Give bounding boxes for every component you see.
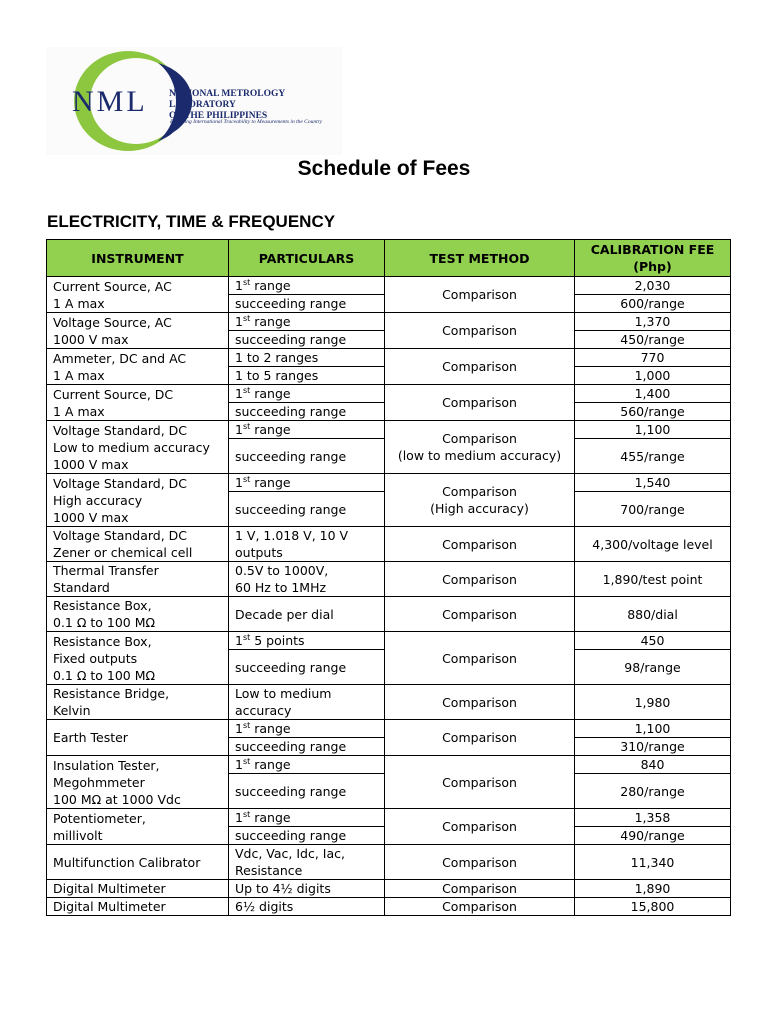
test-method-cell: Comparison (385, 720, 575, 756)
particulars-line: 60 Hz to 1MHz (235, 580, 327, 595)
instrument-line: Fixed outputs (53, 650, 138, 666)
test-method-cell (385, 474, 575, 527)
instrument-cell (47, 562, 229, 597)
instrument-cell (47, 685, 229, 720)
fee-cell: 600/range (575, 295, 731, 313)
particulars-cell: succeeding range (229, 403, 385, 421)
instrument-cell (47, 597, 229, 632)
fee-cell: 1,358 (575, 809, 731, 827)
instrument-line: millivolt (53, 827, 103, 843)
particulars-text: range (250, 278, 291, 293)
ordinal-suffix: st (242, 277, 251, 287)
test-method-cell: Comparison (385, 880, 575, 898)
fee-cell: 11,340 (575, 845, 731, 880)
ordinal-number: 1 (235, 386, 243, 401)
logo-organization-name (169, 89, 342, 122)
logo-tagline: Providing International Traceability to Measurements in the Country (170, 119, 323, 125)
table-row (47, 421, 731, 439)
test-method-cell: Comparison (385, 632, 575, 685)
fee-cell: 560/range (575, 403, 731, 421)
instrument-line: Voltage Standard, DC (53, 422, 188, 438)
instrument-line: 1 A max (53, 403, 105, 419)
particulars-text: range (250, 810, 291, 825)
ordinal-number: 1 (235, 757, 243, 772)
fee-header-line1: CALIBRATION FEE (590, 242, 715, 257)
test-method-line: (High accuracy) (430, 501, 529, 516)
col-header-test-method: TEST METHOD (385, 240, 575, 277)
instrument-cell (47, 313, 229, 349)
fee-header-line2: (Php) (633, 259, 672, 274)
particulars-cell (229, 720, 385, 738)
table-row (47, 527, 731, 562)
fee-cell: 2,030 (575, 277, 731, 295)
table-row (47, 277, 731, 295)
fee-cell: 455/range (575, 439, 731, 474)
ordinal-suffix: st (242, 313, 251, 323)
ordinal-suffix: st (242, 474, 251, 484)
particulars-cell: succeeding range (229, 827, 385, 845)
instrument-line: Voltage Standard, DC (53, 475, 188, 491)
table-row (47, 898, 731, 916)
particulars-cell (229, 313, 385, 331)
particulars-text: range (250, 757, 291, 772)
particulars-cell: 1 to 5 ranges (229, 367, 385, 385)
particulars-cell: succeeding range (229, 492, 385, 527)
particulars-cell (229, 385, 385, 403)
fee-cell: 310/range (575, 738, 731, 756)
test-method-cell: Comparison (385, 685, 575, 720)
fee-cell: 1,000 (575, 367, 731, 385)
particulars-line: Resistance (235, 863, 303, 878)
ordinal-number: 1 (235, 810, 243, 825)
particulars-cell (229, 421, 385, 439)
instrument-cell (47, 809, 229, 845)
ordinal-suffix: st (242, 421, 251, 431)
particulars-text: range (250, 721, 291, 736)
instrument-line: Kelvin (53, 703, 91, 718)
particulars-cell (229, 562, 385, 597)
table-row (47, 809, 731, 827)
particulars-line: outputs (235, 545, 283, 560)
instrument-cell (47, 277, 229, 313)
table-row (47, 685, 731, 720)
fee-table (46, 239, 731, 916)
particulars-cell (229, 527, 385, 562)
fee-cell: 15,800 (575, 898, 731, 916)
test-method-line: Comparison (442, 484, 517, 499)
instrument-cell: Digital Multimeter (47, 880, 229, 898)
col-header-calibration-fee (575, 240, 731, 277)
instrument-line: Low to medium accuracy (53, 439, 210, 455)
col-header-instrument: INSTRUMENT (47, 240, 229, 277)
particulars-cell (229, 809, 385, 827)
table-row (47, 562, 731, 597)
particulars-line: 0.5V to 1000V, (235, 563, 329, 578)
instrument-line: 1 A max (53, 295, 105, 311)
instrument-line: Standard (53, 580, 110, 595)
instrument-line: 100 MΩ at 1000 Vdc (53, 791, 181, 807)
instrument-line: Resistance Box, (53, 633, 152, 649)
instrument-cell: Digital Multimeter (47, 898, 229, 916)
particulars-cell (229, 474, 385, 492)
particulars-line: Low to medium (235, 686, 332, 701)
ordinal-number: 1 (235, 314, 243, 329)
test-method-cell: Comparison (385, 809, 575, 845)
particulars-cell: succeeding range (229, 774, 385, 809)
instrument-line: Megohmmeter (53, 774, 145, 790)
fee-cell: 98/range (575, 650, 731, 685)
fee-cell: 1,540 (575, 474, 731, 492)
instrument-cell (47, 474, 229, 527)
instrument-cell (47, 349, 229, 385)
instrument-line: Resistance Box, (53, 598, 152, 613)
ordinal-suffix: st (242, 809, 251, 819)
test-method-cell: Comparison (385, 756, 575, 809)
fee-cell: 1,100 (575, 720, 731, 738)
particulars-line: Vdc, Vac, Idc, Iac, (235, 846, 345, 861)
instrument-line: Ammeter, DC and AC (53, 350, 187, 366)
particulars-text: range (250, 475, 291, 490)
test-method-cell: Comparison (385, 277, 575, 313)
col-header-particulars: PARTICULARS (229, 240, 385, 277)
particulars-cell: succeeding range (229, 650, 385, 685)
particulars-cell (229, 756, 385, 774)
ordinal-number: 1 (235, 475, 243, 490)
particulars-text: range (250, 386, 291, 401)
test-method-cell: Comparison (385, 562, 575, 597)
instrument-cell (47, 527, 229, 562)
instrument-line: 1000 V max (53, 456, 129, 472)
instrument-line: Voltage Source, AC (53, 314, 172, 330)
logo-name-line1: NATIONAL METROLOGY LABORATORY (169, 89, 285, 110)
fee-cell: 490/range (575, 827, 731, 845)
test-method-cell (385, 421, 575, 474)
fee-cell: 1,100 (575, 421, 731, 439)
ordinal-number: 1 (235, 721, 243, 736)
table-row (47, 385, 731, 403)
ordinal-number: 1 (235, 422, 243, 437)
table-row (47, 720, 731, 738)
fee-cell: 450 (575, 632, 731, 650)
particulars-cell: Decade per dial (229, 597, 385, 632)
instrument-line: 0.1 Ω to 100 MΩ (53, 615, 156, 630)
fee-cell: 840 (575, 756, 731, 774)
particulars-cell (229, 685, 385, 720)
fee-cell: 280/range (575, 774, 731, 809)
logo-name-line2: OF THE PHILIPPINES (169, 111, 268, 121)
fee-cell: 1,890/test point (575, 562, 731, 597)
fee-cell: 1,980 (575, 685, 731, 720)
particulars-cell: 6½ digits (229, 898, 385, 916)
fee-cell: 1,400 (575, 385, 731, 403)
ordinal-number: 1 (235, 278, 243, 293)
particulars-cell: succeeding range (229, 331, 385, 349)
section-heading: ELECTRICITY, TIME & FREQUENCY (47, 212, 336, 231)
nml-logo (46, 47, 342, 155)
fee-cell: 700/range (575, 492, 731, 527)
instrument-line: 1000 V max (53, 509, 129, 525)
instrument-line: Thermal Transfer (53, 563, 159, 578)
particulars-text: 5 points (250, 633, 305, 648)
test-method-line: (low to medium accuracy) (397, 448, 562, 463)
instrument-line: Zener or chemical cell (53, 545, 193, 560)
instrument-cell (47, 421, 229, 474)
instrument-line: Resistance Bridge, (53, 686, 170, 701)
ordinal-suffix: st (242, 756, 251, 766)
ordinal-suffix: st (242, 720, 251, 730)
particulars-text: range (250, 314, 291, 329)
instrument-line: 1 A max (53, 367, 105, 383)
fee-cell: 880/dial (575, 597, 731, 632)
table-row (47, 880, 731, 898)
particulars-text: range (250, 422, 291, 437)
fee-cell: 1,890 (575, 880, 731, 898)
instrument-line: High accuracy (53, 492, 143, 508)
particulars-line: 1 V, 1.018 V, 10 V (235, 528, 349, 543)
test-method-cell: Comparison (385, 385, 575, 421)
test-method-line: Comparison (442, 431, 517, 446)
test-method-cell: Comparison (385, 313, 575, 349)
table-row (47, 632, 731, 650)
instrument-cell: Multifunction Calibrator (47, 845, 229, 880)
instrument-cell (47, 632, 229, 685)
test-method-cell: Comparison (385, 527, 575, 562)
instrument-cell: Earth Tester (47, 720, 229, 756)
instrument-cell (47, 385, 229, 421)
ordinal-suffix: st (242, 632, 251, 642)
particulars-cell: Up to 4½ digits (229, 880, 385, 898)
test-method-cell: Comparison (385, 845, 575, 880)
particulars-cell (229, 845, 385, 880)
particulars-cell: succeeding range (229, 295, 385, 313)
particulars-cell: succeeding range (229, 439, 385, 474)
table-row (47, 313, 731, 331)
test-method-cell: Comparison (385, 349, 575, 385)
test-method-cell: Comparison (385, 597, 575, 632)
particulars-cell (229, 632, 385, 650)
instrument-line: 0.1 Ω to 100 MΩ (53, 667, 156, 683)
page-title: Schedule of Fees (297, 157, 471, 180)
instrument-cell (47, 756, 229, 809)
fee-cell: 450/range (575, 331, 731, 349)
instrument-line: 1000 V max (53, 331, 129, 347)
particulars-cell: succeeding range (229, 738, 385, 756)
logo-letters: NML (72, 85, 148, 118)
table-header-row (47, 240, 731, 277)
ordinal-number: 1 (235, 633, 243, 648)
test-method-cell: Comparison (385, 898, 575, 916)
fee-cell: 4,300/voltage level (575, 527, 731, 562)
instrument-line: Potentiometer, (53, 810, 146, 826)
fee-cell: 770 (575, 349, 731, 367)
instrument-line: Current Source, AC (53, 278, 172, 294)
table-row (47, 845, 731, 880)
ordinal-suffix: st (242, 385, 251, 395)
particulars-line: accuracy (235, 703, 292, 718)
instrument-line: Insulation Tester, (53, 757, 160, 773)
table-row (47, 597, 731, 632)
fee-cell: 1,370 (575, 313, 731, 331)
table-row (47, 756, 731, 774)
instrument-line: Voltage Standard, DC (53, 528, 188, 543)
table-row (47, 474, 731, 492)
particulars-cell: 1 to 2 ranges (229, 349, 385, 367)
particulars-cell (229, 277, 385, 295)
instrument-line: Current Source, DC (53, 386, 174, 402)
table-row (47, 349, 731, 367)
